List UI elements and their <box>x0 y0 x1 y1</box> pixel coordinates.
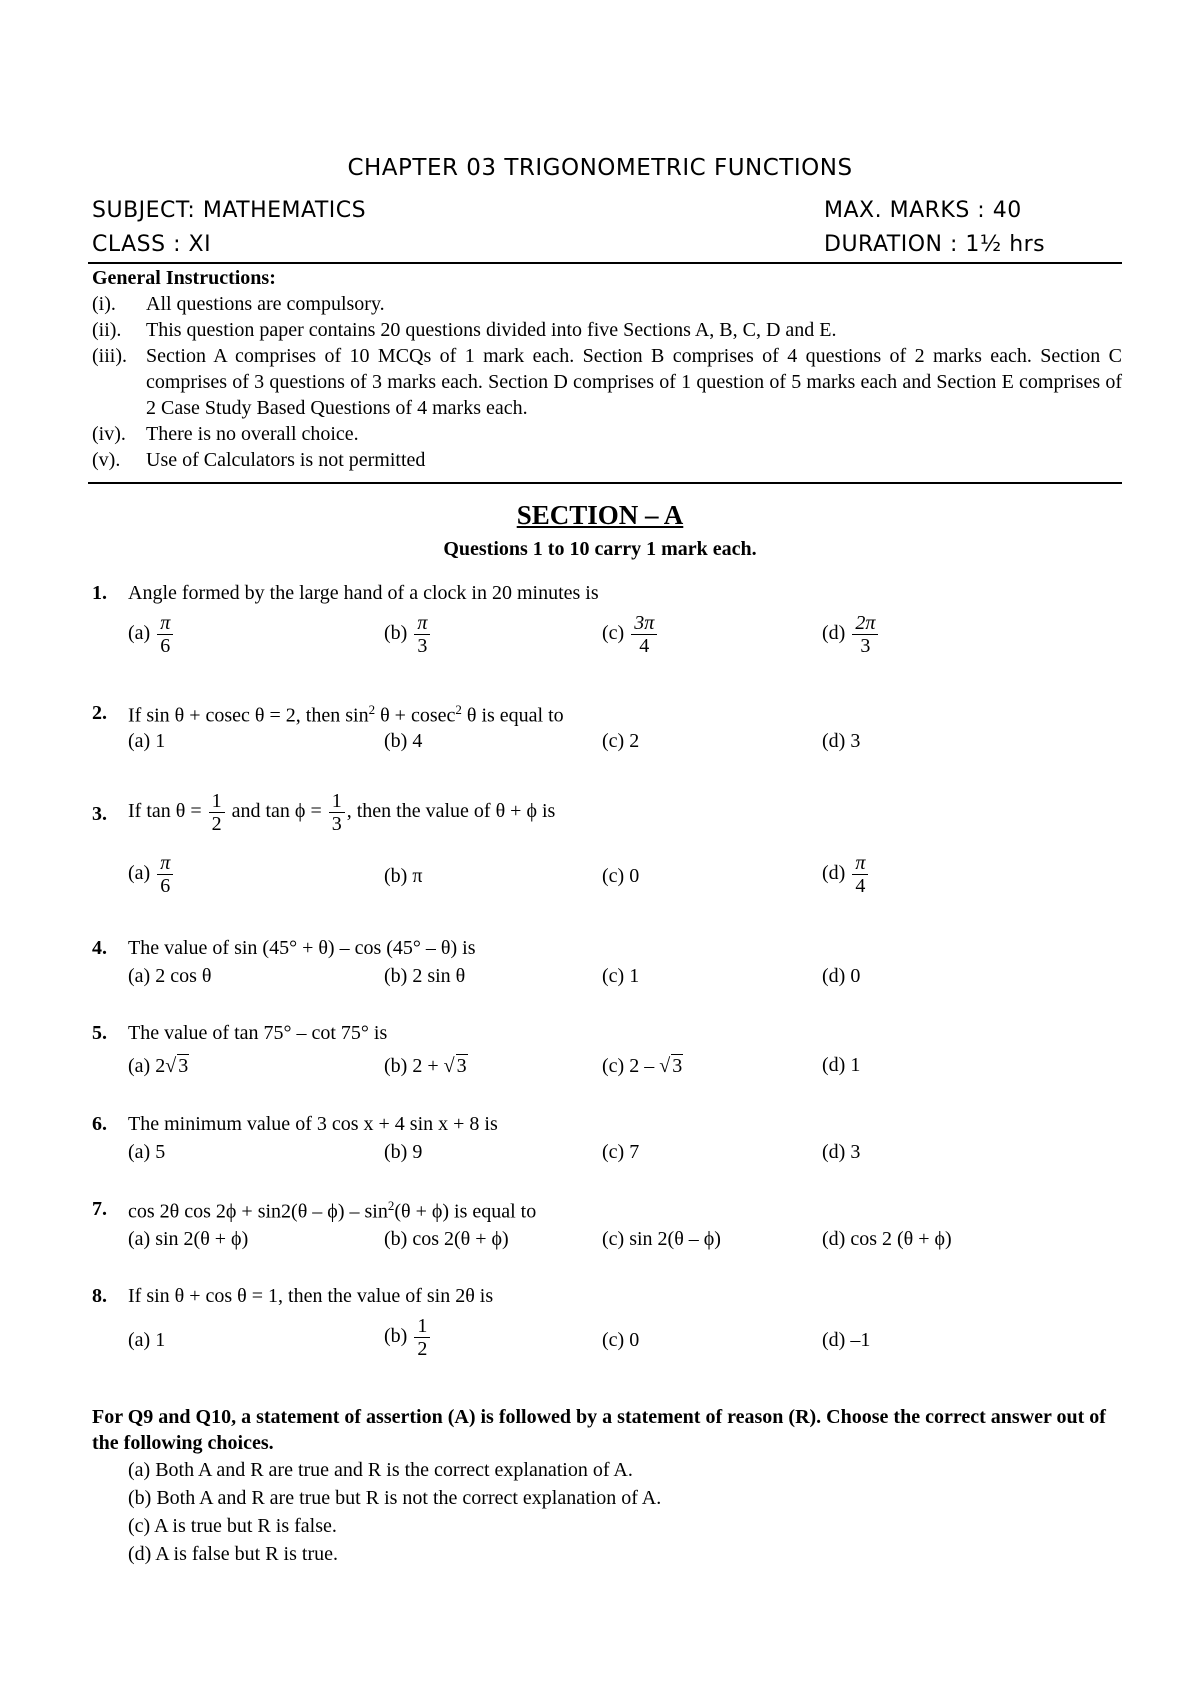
fraction-denominator: 6 <box>160 875 171 897</box>
question-3 <box>92 790 1122 910</box>
fraction-numerator: π <box>414 612 430 635</box>
instruction-item <box>92 343 1122 421</box>
fraction-denominator: 3 <box>331 813 342 835</box>
option-text: (a) 2 <box>128 1055 166 1077</box>
class-label: CLASS : XI <box>92 232 212 257</box>
option-d <box>822 852 870 897</box>
option-d: (d) 1 <box>822 1054 861 1076</box>
fraction <box>157 612 173 657</box>
radicand: 3 <box>178 1055 189 1077</box>
question-7 <box>92 1198 1122 1254</box>
assertion-reason-choice: (d) A is false but R is true. <box>128 1543 338 1565</box>
instruction-item <box>92 317 1122 343</box>
duration-label: DURATION : 1½ hrs <box>824 232 1046 257</box>
instructions-title: General Instructions: <box>92 267 276 289</box>
option-d: (d) cos 2 (θ + ϕ) <box>822 1228 952 1250</box>
option-d: (d) 3 <box>822 730 861 752</box>
assertion-reason-choice: (c) A is true but R is false. <box>128 1515 337 1537</box>
option-label: (a) <box>128 622 151 645</box>
chapter-title: CHAPTER 03 TRIGONOMETRIC FUNCTIONS <box>347 155 853 181</box>
fraction-numerator: π <box>157 852 173 875</box>
option-b: (b) 2 sin θ <box>384 965 466 987</box>
superscript: 2 <box>368 702 376 717</box>
question-number: 4. <box>92 937 107 959</box>
instruction-number: (i). <box>92 293 116 315</box>
header-divider <box>88 262 1122 264</box>
fraction-numerator: 2π <box>852 612 878 635</box>
question-text-part: If tan θ = <box>128 800 202 823</box>
assertion-reason-choice: (b) Both A and R are true but R is not the correct explanation of A. <box>128 1487 662 1509</box>
fraction-denominator: 6 <box>160 635 171 657</box>
question-text-part: (θ + ϕ) is equal to <box>394 1200 537 1223</box>
option-label: (b) <box>384 622 408 645</box>
option-a: (a) 2 cos θ <box>128 965 212 987</box>
fraction-numerator: π <box>157 612 173 635</box>
question-text-part: , then the value of θ + ϕ is <box>346 800 556 823</box>
instruction-text: There is no overall choice. <box>146 423 359 445</box>
option-b <box>384 1315 432 1360</box>
question-text-part: cos 2θ cos 2ϕ + sin2(θ – ϕ) – sin <box>128 1200 388 1223</box>
option-label: (c) <box>602 622 625 645</box>
fraction <box>157 852 173 897</box>
fraction <box>631 612 657 657</box>
question-1 <box>92 582 1122 662</box>
section-title: SECTION – A <box>516 500 684 530</box>
option-d <box>822 612 880 657</box>
fraction-denominator: 3 <box>860 635 871 657</box>
question-text <box>128 790 555 835</box>
question-8 <box>92 1285 1122 1365</box>
option-a: (a) 1 <box>128 1329 166 1351</box>
option-c: (c) 0 <box>602 865 640 887</box>
fraction <box>329 790 345 835</box>
question-number: 7. <box>92 1198 107 1220</box>
instruction-text: All questions are compulsory. <box>146 293 385 315</box>
option-label: (d) <box>822 862 846 885</box>
fraction-denominator: 2 <box>211 813 222 835</box>
assertion-reason-stem: For Q9 and Q10, a statement of assertion (A) is followed by a statement of reason (R). Choose the correct answer out of the following choices. <box>92 1406 1106 1454</box>
option-b <box>384 612 432 657</box>
option-a <box>128 612 175 657</box>
fraction <box>414 1315 430 1360</box>
question-text <box>128 702 564 728</box>
question-6 <box>92 1113 1122 1169</box>
question-text-part: θ + cosec <box>375 704 456 727</box>
option-a: (a) 1 <box>128 730 166 752</box>
fraction-numerator: π <box>852 852 868 875</box>
option-a <box>128 852 175 897</box>
radicand: 3 <box>672 1055 683 1077</box>
question-text <box>128 1198 536 1224</box>
fraction-numerator: 1 <box>329 790 345 813</box>
instruction-text: Section A comprises of 10 MCQs of 1 mark each. Section B comprises of 4 questions of 2 marks each. Section C comprises of 3 questions of 3 marks each. Section D comprises of 1 question of 5 marks each and Section E comprises of 2 Case Study Based Questions of 4 marks each. <box>146 345 1122 419</box>
option-c: (c) 2 <box>602 730 640 752</box>
option-c <box>602 612 659 657</box>
fraction-denominator: 4 <box>639 635 650 657</box>
question-text: The minimum value of 3 cos x + 4 sin x + 8 is <box>128 1113 498 1135</box>
option-c: (c) 0 <box>602 1329 640 1351</box>
fraction-denominator: 2 <box>417 1338 428 1360</box>
question-5 <box>92 1022 1122 1082</box>
instruction-text: This question paper contains 20 questions divided into five Sections A, B, C, D and E. <box>146 319 837 341</box>
option-d: (d) –1 <box>822 1329 871 1351</box>
option-label: (a) <box>128 862 151 885</box>
instruction-text: Use of Calculators is not permitted <box>146 449 426 471</box>
subject-label: SUBJECT: MATHEMATICS <box>92 198 367 223</box>
option-d: (d) 0 <box>822 965 861 987</box>
question-number: 6. <box>92 1113 107 1135</box>
option-b: (b) cos 2(θ + ϕ) <box>384 1228 509 1250</box>
superscript: 2 <box>387 1198 395 1213</box>
option-text: (c) 2 – <box>602 1055 655 1077</box>
instruction-item <box>92 421 1122 447</box>
option-c: (c) sin 2(θ – ϕ) <box>602 1228 721 1250</box>
fraction <box>209 790 225 835</box>
fraction-numerator: 1 <box>209 790 225 813</box>
question-text: If sin θ + cos θ = 1, then the value of sin 2θ is <box>128 1285 494 1307</box>
option-a: (a) 2√ 3 <box>128 1055 189 1077</box>
question-text-part: θ is equal to <box>461 704 564 727</box>
option-c: (c) 7 <box>602 1141 640 1163</box>
option-c: (c) 2 – √ 3 <box>602 1055 683 1077</box>
radicand: 3 <box>456 1055 467 1077</box>
fraction <box>414 612 430 657</box>
max-marks-label: MAX. MARKS : 40 <box>824 198 1022 223</box>
instruction-item <box>92 447 1122 473</box>
superscript: 2 <box>455 702 462 717</box>
question-text: The value of tan 75° – cot 75° is <box>128 1022 388 1044</box>
option-label: (b) <box>384 1325 408 1348</box>
option-b: (b) 4 <box>384 730 423 752</box>
instruction-number: (ii). <box>92 319 122 341</box>
assertion-reason-choice: (a) Both A and R are true and R is the correct explanation of A. <box>128 1459 633 1481</box>
question-text-part: and tan ϕ = <box>231 800 322 823</box>
option-text: (b) 2 + <box>384 1055 439 1077</box>
fraction <box>852 612 878 657</box>
option-b: (b) π <box>384 865 423 887</box>
question-4 <box>92 937 1122 993</box>
option-c: (c) 1 <box>602 965 640 987</box>
option-a: (a) 5 <box>128 1141 166 1163</box>
question-number: 5. <box>92 1022 107 1044</box>
assertion-reason-instructions <box>92 1404 1122 1568</box>
instruction-number: (iii). <box>92 345 127 367</box>
option-d: (d) 3 <box>822 1141 861 1163</box>
instructions-divider <box>88 482 1122 484</box>
general-instructions <box>92 265 1122 473</box>
fraction-numerator: 3π <box>631 612 657 635</box>
section-subtitle: Questions 1 to 10 carry 1 mark each. <box>443 538 757 560</box>
option-b: (b) 2 + √ 3 <box>384 1055 467 1077</box>
fraction-denominator: 4 <box>855 875 866 897</box>
question-text-part: If sin θ + cosec θ = 2, then sin <box>128 704 369 727</box>
question-text: The value of sin (45° + θ) – cos (45° – θ) is <box>128 937 476 959</box>
fraction-denominator: 3 <box>417 635 428 657</box>
fraction-numerator: 1 <box>414 1315 430 1338</box>
question-number: 3. <box>92 803 107 825</box>
question-number: 8. <box>92 1285 107 1307</box>
instruction-number: (v). <box>92 449 121 471</box>
question-2 <box>92 702 1122 758</box>
question-text: Angle formed by the large hand of a clock in 20 minutes is <box>128 582 599 604</box>
instruction-item <box>92 291 1122 317</box>
option-label: (d) <box>822 622 846 645</box>
option-a: (a) sin 2(θ + ϕ) <box>128 1228 249 1250</box>
instruction-number: (iv). <box>92 423 126 445</box>
option-b: (b) 9 <box>384 1141 423 1163</box>
fraction <box>852 852 868 897</box>
question-number: 2. <box>92 702 107 724</box>
question-number: 1. <box>92 582 107 604</box>
